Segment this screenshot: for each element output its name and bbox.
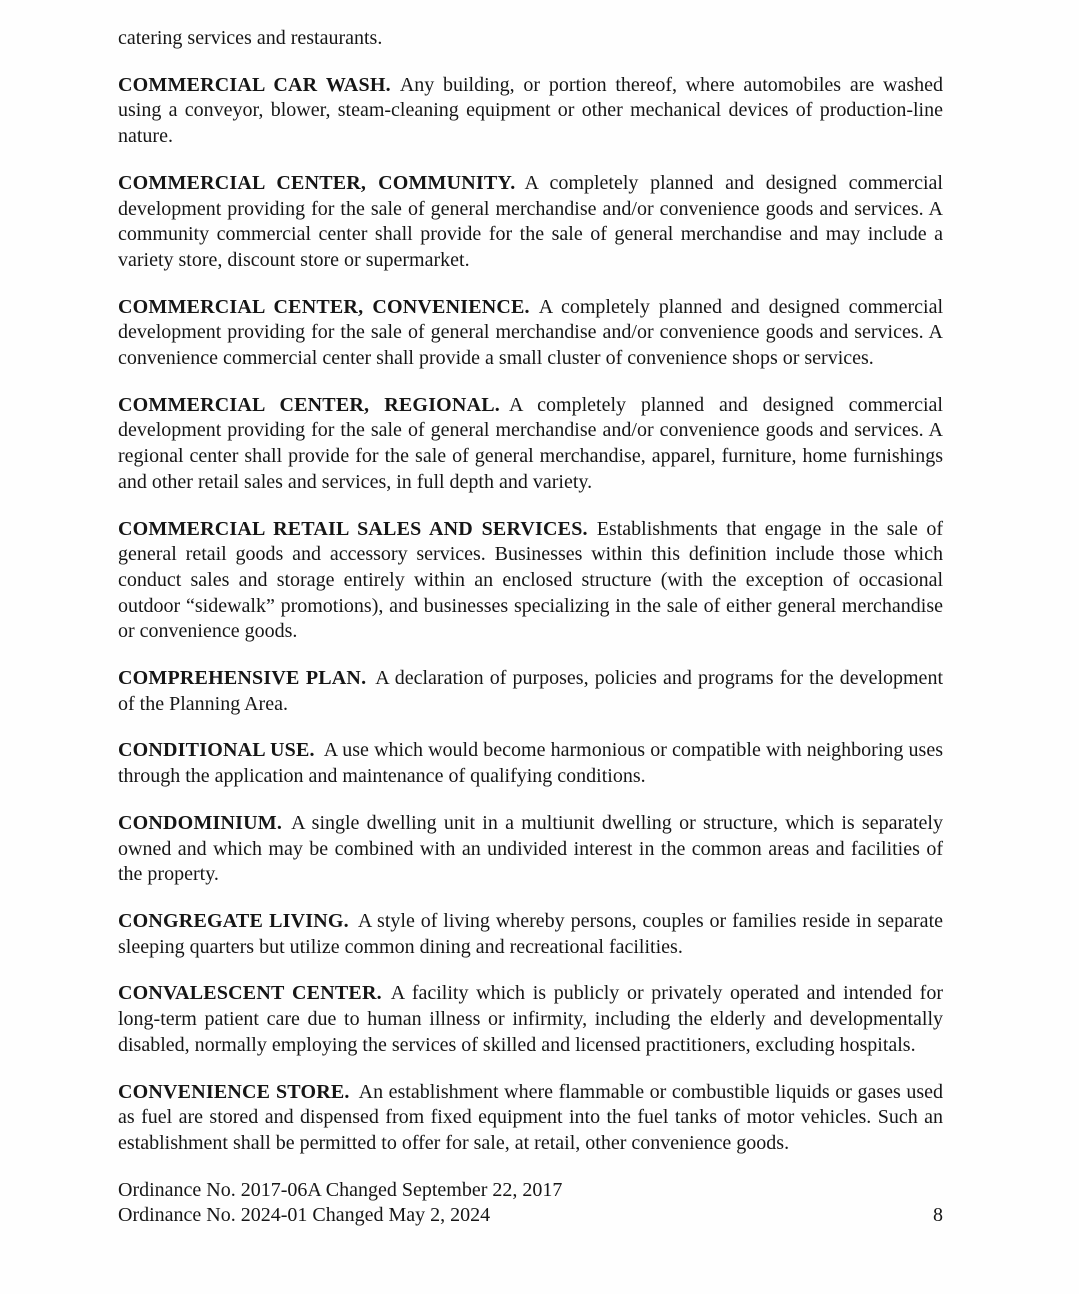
definition-term: CONVALESCENT CENTER. [118,982,382,1005]
definition-body: A completely planned and designed commercial development providing for the sale of general merchandise and/or convenience goods and services. A convenience commercial center shall provide a small cluster of convenience shops or services. [118,295,944,370]
definition-paragraph [118,811,943,888]
definition-paragraph [118,666,943,717]
definition-body: A facility which is publicly or privately operated and intended for long-term patient care due to human illness or infirmity, including the elderly and developmentally disabled, normally employing the services of skilled and licensed practitioners, excluding hospitals. [118,982,944,1056]
definition-paragraph [118,73,943,150]
definition-term: CONGREGATE LIVING. [118,909,349,932]
definition-paragraph [118,738,943,789]
definition-body: A style of living whereby persons, couples or families reside in separate sleeping quarters but utilize common dining and recreational facilities. [118,909,943,958]
definition-body: A completely planned and designed commercial development providing for the sale of general merchandise and/or convenience goods and services. A community commercial center shall provide for the sale of general merchandise and may include a variety store, discount store or supermarket. [118,171,943,271]
definition-paragraph [118,171,943,274]
definition-term: COMMERCIAL CENTER, REGIONAL. [118,393,500,416]
definition-body: Establishments that engage in the sale of general retail goods and accessory services. Businesses within this definition include those which conduct sales and storage entirely within an enclosed structure (with the exception of occasional outdoor “sidewalk” promotions), and businesses specializing in the sale of either general merchandise or convenience goods. [118,517,943,643]
footer-ordinance-line-2-text: Ordinance No. 2024-01 Changed May 2, 2024 [118,1204,491,1227]
footer-ordinance-line-1: Ordinance No. 2017-06A Changed September 22, 2017 [118,1178,563,1201]
definition-term: COMMERCIAL CAR WASH. [118,73,391,96]
definition-paragraph [118,981,943,1058]
definition-paragraph [118,909,943,960]
definition-paragraph [118,295,943,372]
definition-term: COMMERCIAL RETAIL SALES AND SERVICES. [118,517,588,540]
definition-paragraph [118,1080,943,1157]
definition-term: COMMERCIAL CENTER, CONVENIENCE. [118,295,530,318]
page-number: 8 [933,1204,943,1227]
definition-paragraph [118,517,943,646]
definition-body: A completely planned and designed commercial development providing for the sale of general merchandise and/or convenience goods and services. A regional center shall provide for the sale of general merchandise, apparel, furniture, home furnishings and other retail sales and services, in full depth and variety. [118,393,943,493]
definition-body: A use which would become harmonious or compatible with neighboring uses through the application and maintenance of qualifying conditions. [118,739,943,788]
continuation-text: catering services and restaurants. [118,27,383,49]
definition-term: COMMERCIAL CENTER, COMMUNITY. [118,171,516,194]
definition-body: An establishment where flammable or combustible liquids or gases used as fuel are stored and dispensed from fixed equipment into the fuel tanks of motor vehicles. Such an establishment shall be permitted to offer for sale, at retail, other convenience goods. [118,1080,943,1154]
definition-term: COMPREHENSIVE PLAN. [118,667,367,690]
definition-term: CONDITIONAL USE. [118,739,315,762]
footer-ordinance-line-2 [118,1203,943,1229]
definition-term: CONVENIENCE STORE. [118,1080,350,1103]
continuation-paragraph [118,26,943,52]
definition-body: A single dwelling unit in a multiunit dwelling or structure, which is separately owned and which may be combined with an undivided interest in the common areas and facilities of the property. [118,811,943,886]
definition-term: CONDOMINIUM. [118,811,283,834]
definition-paragraph [118,393,943,496]
definition-body: A declaration of purposes, policies and programs for the development of the Planning Area. [118,667,943,715]
definition-body: Any building, or portion thereof, where automobiles are washed using a conveyor, blower, steam-cleaning equipment or other mechanical devices of production-line nature. [118,73,943,148]
footer [118,1178,943,1229]
